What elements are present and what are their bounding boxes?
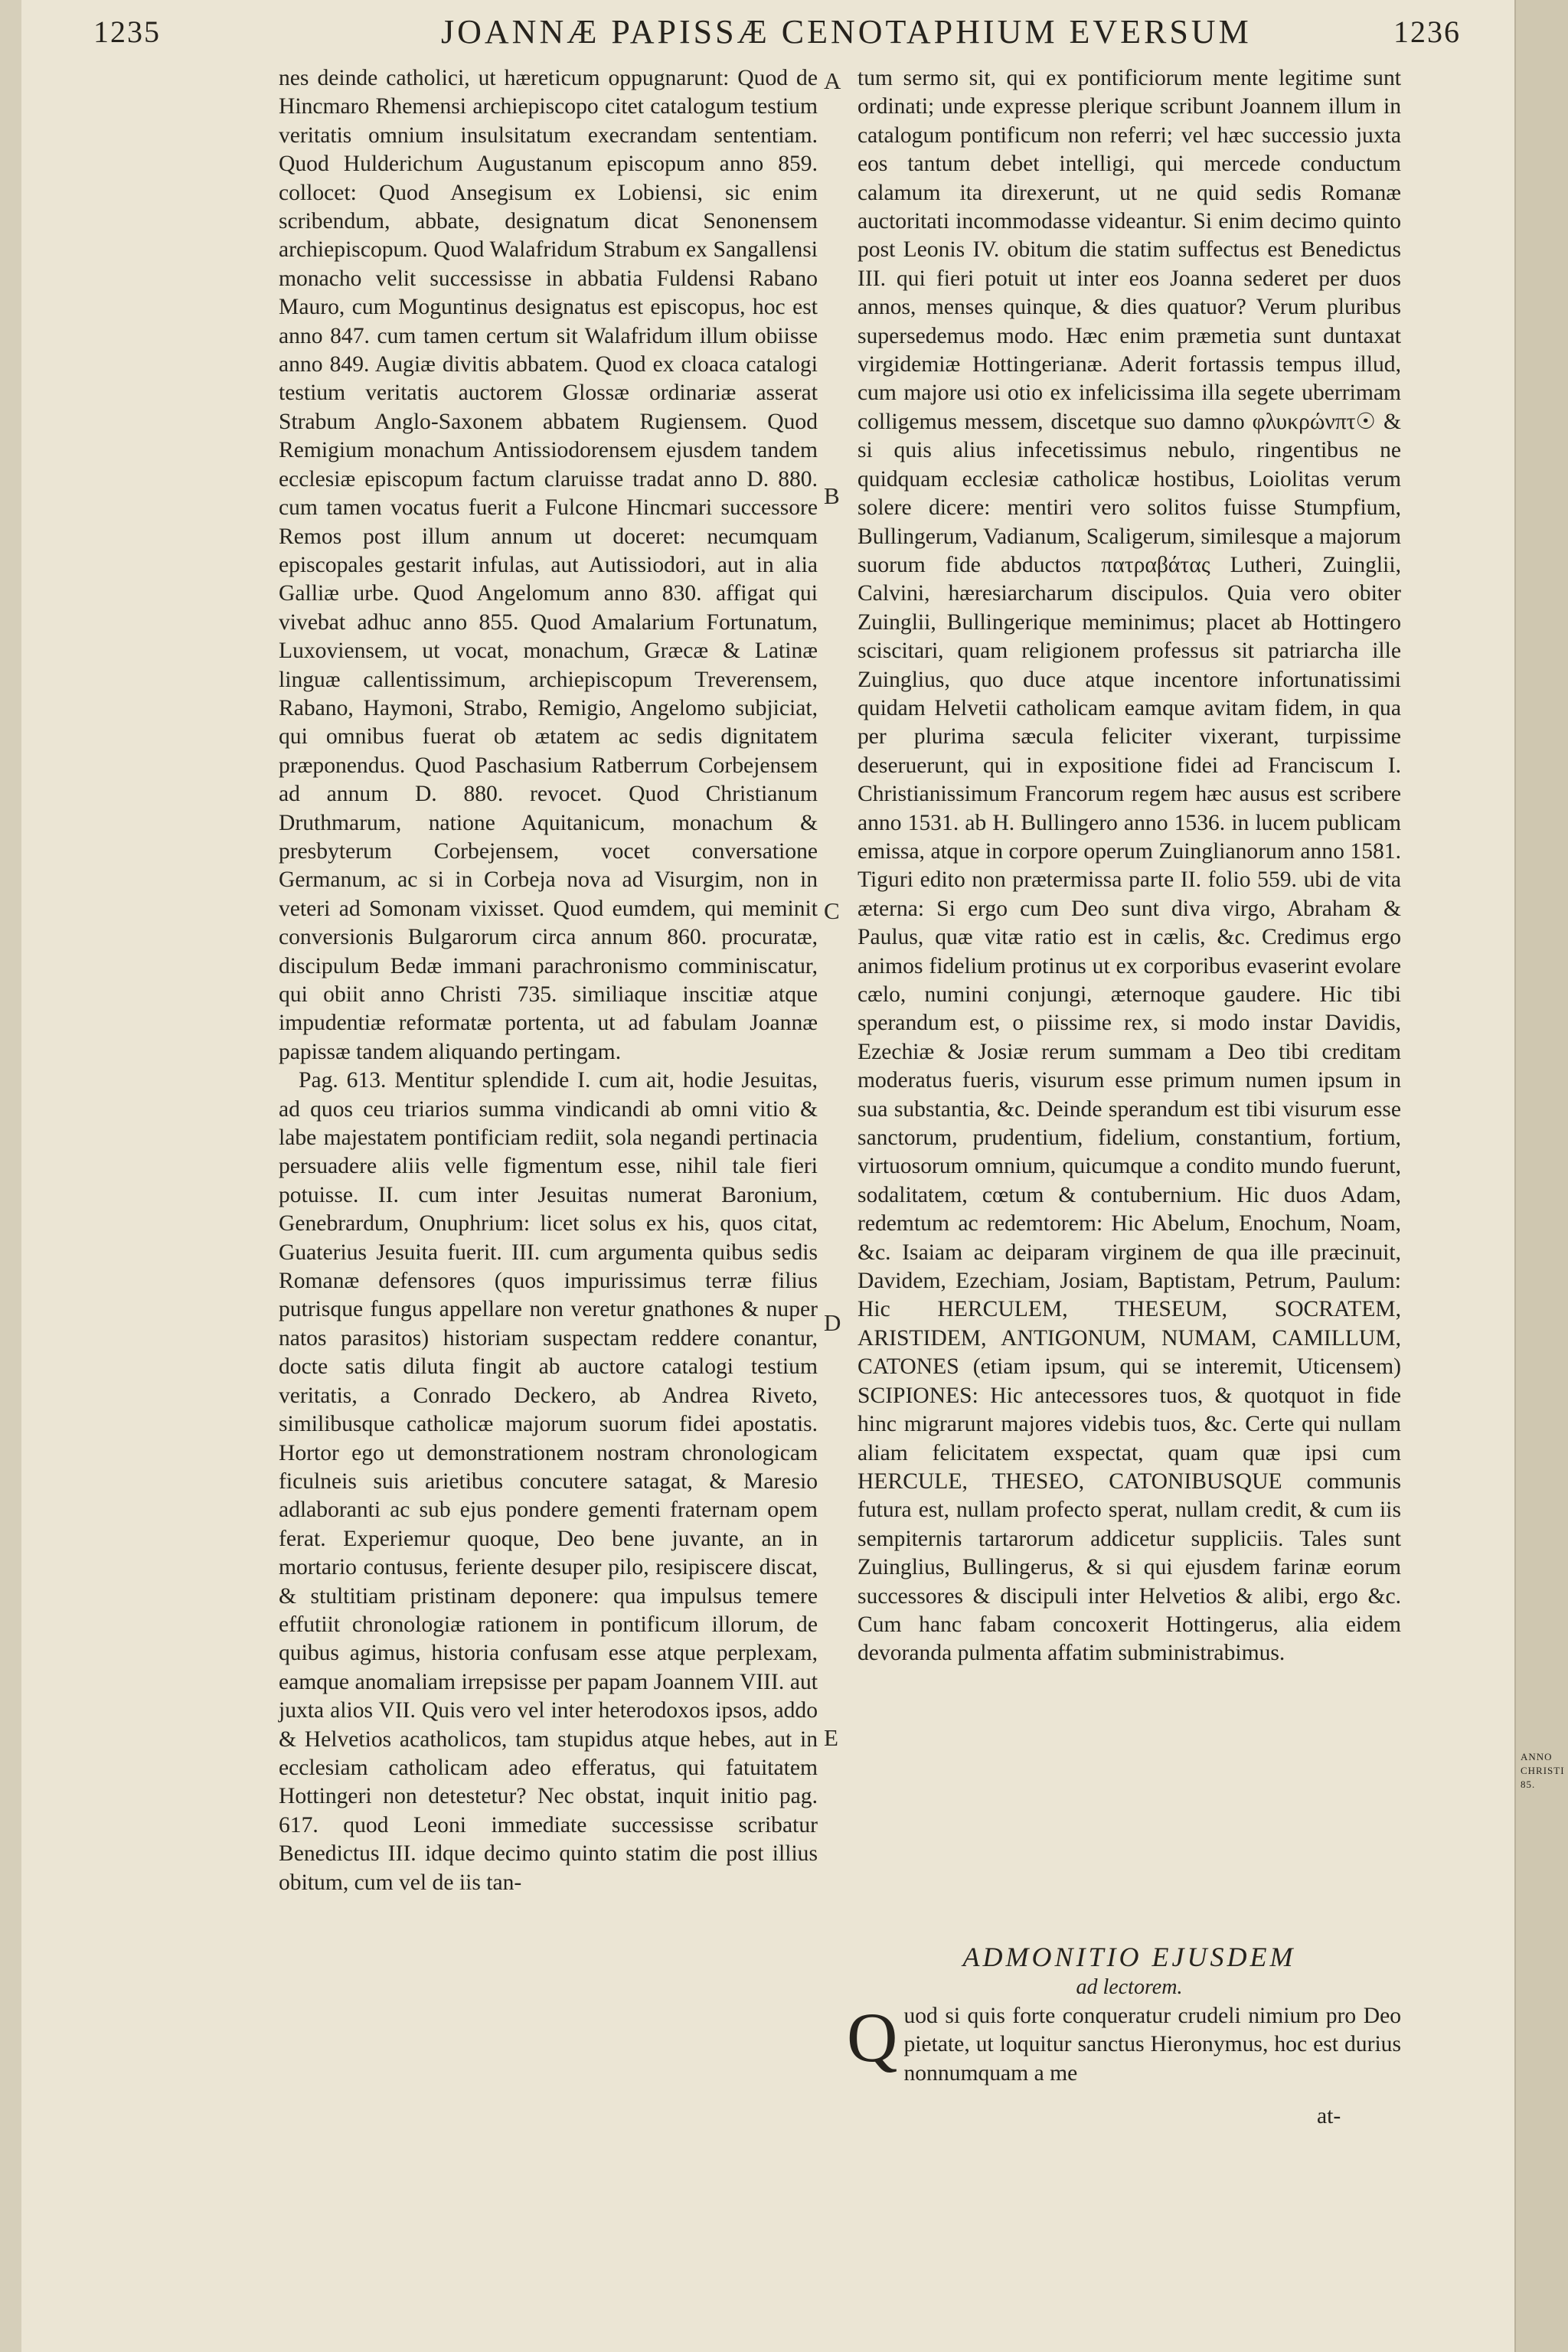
margin-letter-b: B (824, 482, 840, 509)
margin-letter-c: C (824, 897, 840, 924)
page-number-right: 1236 (1393, 15, 1461, 49)
admonitio-text: uod si quis forte conqueratur crudeli nimium pro Deo pietate, ut loquitur sanctus Hieronymus, hoc est durius nonnumquam a me (903, 2004, 1401, 2086)
page-number-left: 1235 (93, 15, 161, 49)
spine-shadow (0, 0, 21, 2352)
right-paragraph-1: tum sermo sit, qui ex pontificiorum mente legitime sunt ordinati; unde expresse plerique scribunt Joannem illum in catalogum pontificum non referri; vel hæc successio juxta eos tantum debet intelligi, qui mercede conductum calamum ita direxerunt, ut ne quid sedis Romanæ auctoritati incommodasse videantur. Si enim decimo quinto post Leonis IV. obitum die statim suffectus est Benedictus III. qui fieri potuit ut inter eos Joanna sederet per duos annos, menses quinque, & dies quatuor? Verum pluribus supersedemus modo. Hæc enim præmetia sunt duntaxat virgidemiæ Hottingerianæ. Aderit fortassis tempus illud, cum majore usi otio ex infelicissima illa segete uberrimam colligemus messem, discetque suo damno φλυκρώνπτ☉ & si quis alius infecetissimus nebulo, ringentibus ne quidquam ecclesiæ catholicæ hostibus, Loiolitas verum solere dicere: mentiri vero solitos fuisse Stumpfium, Bullingerum, Vadianum, Scaligerum, similesque a majorum suorum fide abductos πατραβάτας Lutheri, Zuinglii, Calvini, hæresiarcharum discipulos. Quia vero obiter Zuinglii, Bullingerique meminimus; placet ab Hottingero sciscitari, quam religionem professus sit patriarcha ille Zuinglius, quo duce atque incentore infortunatissimi quidam Helvetii catholicam eamque avitam fidem, in qua per plurima sæcula feliciter vixerant, turpissime deseruerunt, qui in expositione fidei ad Franciscum I. Christianissimum Francorum regem hæc ausus est scribere anno 1531. ab H. Bullingero anno 1536. in lucem publicam emissa, atque in corpore operum Zuinglianorum anno 1581. Tiguri edito non prætermissa parte II. folio 559. ubi de vita æterna: Si ergo cum Deo sunt diva virgo, Abraham & Paulus, quæ vitæ ratio est in cælis, &c. Credimus ergo animos fidelium protinus ut ex corporibus evaserint evolare cælo, numini conjungi, æternoque gaudere. Hic tibi sperandum est, o piissime rex, si modo instar Davidis, Ezechiæ & Josiæ rerum summam a Deo tibi creditam moderatus fueris, visurum esse primum numen ipsum in sua substantia, &c. Deinde sperandum est tibi visurum esse sanctorum, prudentium, fidelium, constantium, fortium, virtuosorum omnium, quicumque a condito mundo fuerunt, sodalitatem, cœtum & contubernium. Hic duos Adam, redemtum ac redemtorem: Hic Abelum, Enochum, Noam, &c. Isaiam ac deiparam virginem de qua ille præcinuit, Davidem, Ezechiam, Josiam, Baptistam, Petrum, Paulum: Hic HERCULEM, THESEUM, SOCRATEM, ARISTIDEM, ANTIGONUM, NUMAM, CAMILLUM, CATONES (etiam ipsum, qui se interemit, Uticensem) SCIPIONES: Hic antecessores tuos, & quotquot in fide hinc migrarunt majores videbis tuos, &c. Certe qui nullam aliam felicitatem exspectat, quam quæ ipsi cum HERCULE, THESEO, CATONIBUSQUE communis futura est, nullam profecto sperat, nullam credit, & cum iis sempiternis tartarorum addicetur suppliciis. Tales sunt Zuinglius, Bullingerus, & si qui ejusdem farinæ eorum successores & discipuli inter Helvetios & alibi, ergo &c. Cum hanc fabam concoxerit Hottingerus, alia eidem devoranda pulmenta affatim subministrabimus. (858, 66, 1401, 1666)
running-title: JOANNÆ PAPISSÆ CENOTAPHIUM EVERSUM (441, 13, 1252, 51)
side-note-year: ANNO CHRISTI 85. (1521, 1751, 1565, 1790)
margin-letter-d: D (824, 1309, 841, 1336)
page-edge (1514, 0, 1568, 2352)
catchword: at- (1317, 2104, 1341, 2128)
margin-letter-a: A (824, 67, 841, 94)
running-header (0, 0, 1516, 60)
left-paragraph-1: nes deinde catholici, ut hæreticum oppugnarunt: Quod de Hincmaro Rhemensi archiepiscopo citet catalogum testium veritatis omnium insulsitatum execrandam sententiam. Quod Hulderichum Augustanum episcopum anno 859. collocet: Quod Ansegisum ex Lobiensi, sic enim scribendum, abbate, designatum dicat Senonensem archiepiscopum. Quod Walafridum Strabum ex Sangallensi monacho velit successisse in abbatia Fuldensi Rabano Mauro, cum Moguntinus designatus est episcopus, hoc est anno 847. cum tamen certum sit Walafridum illum obiisse anno 849. Augiæ divitis abbatem. Quod ex cloaca catalogi testium veritatis auctorem Glossæ ordinariæ asserat Strabum Anglo-Saxonem abbatem Rugiensem. Quod Remigium monachum Antissiodorensem ejusdem tandem ecclesiæ episcopum factum claruisse tradat anno D. 880. cum tamen vocatus fuerit a Fulcone Hincmari successore Remos post illum annum ut doceret: necumquam episcopales gestarit infulas, aut Autissiodori, aut in alia Galliæ urbe. Quod Angelomum anno 830. affigat qui vivebat adhuc anno 855. Quod Amalarium Fortunatum, Luxoviensem, ut vocat, monachum, Græcæ & Latinæ linguæ callentissimum, archiepiscopum Treverensem, Rabano, Haymoni, Strabo, Remigio, Angelomo subjiciat, qui omnibus fuerat ob ætatem ac sedis dignitatem præponendus. Quod Paschasium Ratberrum Corbejensem ad annum D. 880. revocet. Quod Christianum Druthmarum, natione Aquitanicum, monachum & presbyterum Corbejensem, vocet conversatione Germanum, ac si in Corbeja nova ad Visurgim, non in veteri ad Somonam vixisset. Quod eumdem, qui meminit conversionis Bulgarorum circa annum 860. procuratæ, discipulum Bedæ immani parachronismo comminiscatur, qui obiit anno Christi 735. similiaque inscitiæ atque impudentiæ reformatæ portenta, ut ad fabulam Joannæ papissæ tandem aliquando pertingam. (279, 66, 818, 1064)
left-paragraph-2: Pag. 613. Mentitur splendide I. cum ait, hodie Jesuitas, ad quos ceu triarios summa vindicandi ab omni vitio & labe majestatem pontificiam rediit, sola negandi pertinacia persuadere aliis velle figmentum esse, nihil tale fieri potuisse. II. cum inter Jesuitas numerat Baronium, Genebrardum, Onuphrium: licet solus ex his, quos citat, Guaterius Jesuita fuerit. III. cum argumenta quibus sedis Romanæ defensores (quos impurissimus terræ filius putrisque fungus appellare non veretur gnathones & nuper natos parasitos) historiam suspectam reddere conantur, docte satis diluta fingit ab auctore catalogi testium veritatis, a Conrado Deckero, ab Andrea Riveto, similibusque catholicæ majorum suorum fidei apostatis. Hortor ego ut demonstrationem nostram chronologicam ficulneis suis arietibus concutere satagat, & Maresio adlaboranti ac sub ejus pondere gementi fraternam opem ferat. Experiemur quoque, Deo bene juvante, an in mortario contusus, feriente desuper pilo, resipiscere discat, & stultitiam pristinam deponere: qua impulsus temere effutiit chronologiæ rationem in pontificum illorum, de quibus agimus, historia confusam esse atque perplexam, eamque anomaliam irrepsisse per papam Joannem VIII. aut juxta alios VII. Quis vero vel inter heterodoxos ipsos, addo & Helvetios acatholicos, tam stupidus atque hebes, aut in ecclesiam catholicam adeo efferatus, qui fatuitatem Hottingeri non detestetur? Nec obstat, inquit initio pag. 617. quod Leoni immediate successisse scribatur Benedictus III. idque decimo quinto statim die post illius obitum, cum vel de iis tan- (279, 1068, 818, 1895)
section-subheading: ad lectorem. (1076, 1975, 1183, 1999)
left-column (279, 64, 818, 1897)
section-heading: ADMONITIO EJUSDEM (962, 1942, 1296, 1972)
right-column (858, 64, 1401, 1668)
margin-letter-e: E (824, 1724, 838, 1751)
drop-cap: Q (847, 1998, 898, 2076)
admonitio-paragraph (847, 1998, 1401, 2088)
